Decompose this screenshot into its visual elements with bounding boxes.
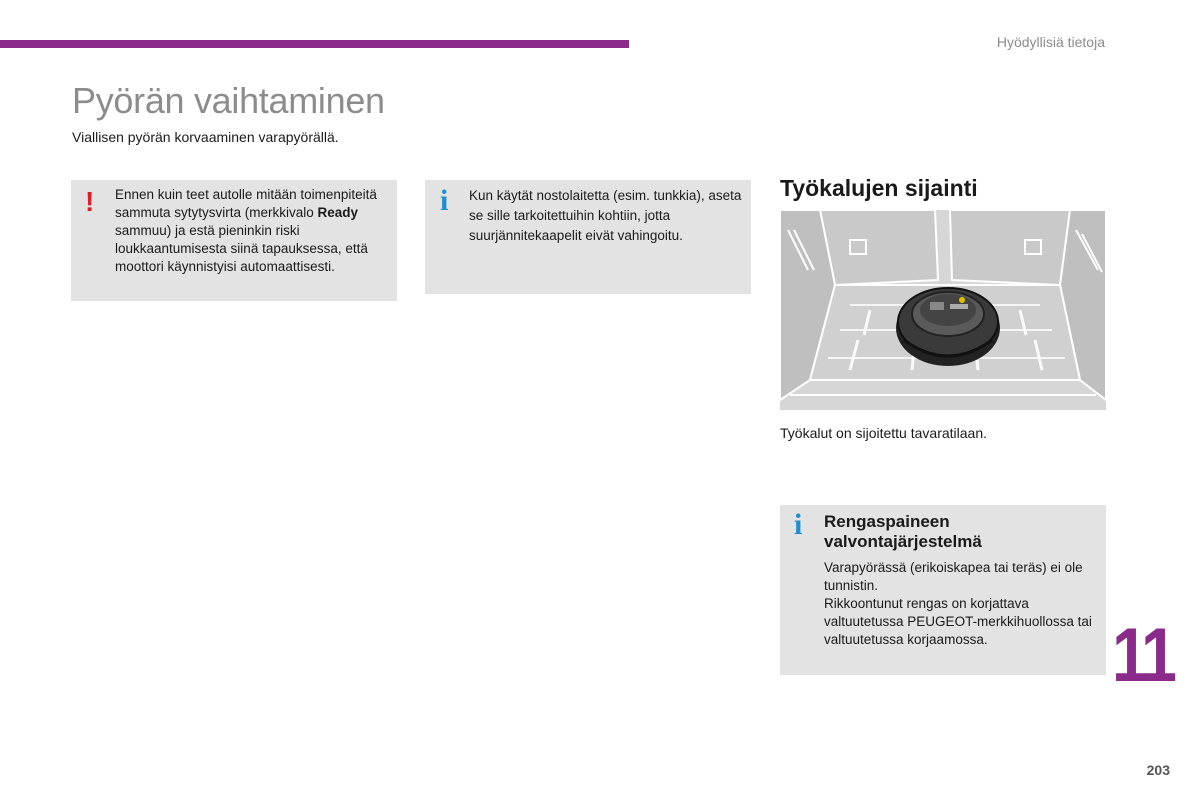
tpms-text xyxy=(824,559,1104,649)
header-accent-bar xyxy=(0,40,629,48)
tools-caption: Työkalut on sijoitettu tavaratilaan. xyxy=(780,425,988,441)
tpms-heading: Rengaspaineen valvontajärjestelmä xyxy=(824,512,982,551)
tpms-info-box xyxy=(780,505,1106,675)
trunk-spare-wheel-illustration xyxy=(780,210,1106,410)
warning-text: Ennen kuin teet autolle mitään toimenpiteitä sammuta sytytysvirta (merkkivalo Ready sammuu) ja estä pieninkin riski loukkaantumisesta siinä tapauksessa, että moottori käynnistyisi automaattisesti. xyxy=(115,187,377,274)
warning-box xyxy=(71,180,397,301)
warning-exclamation-icon: ! xyxy=(85,186,95,217)
jack-info-text: Kun käytät nostolaitetta (esim. tunkkia), aseta se sille tarkoitettuihin kohtiin, jotta suurjännitekaapelit eivät vahingoitu. xyxy=(469,188,742,243)
info-icon: i xyxy=(440,184,449,217)
tpms-paragraph-1: Varapyörässä (erikoiskapea tai teräs) ei ole tunnistin. xyxy=(824,560,1083,593)
page-title: Pyörän vaihtaminen xyxy=(72,80,385,121)
page-number: 203 xyxy=(1146,762,1170,778)
page-subtitle: Viallisen pyörän korvaaminen varapyörällä. xyxy=(72,129,339,145)
jack-info-box xyxy=(425,180,751,294)
section-name: Hyödyllisiä tietoja xyxy=(996,34,1105,50)
tpms-paragraph-2: Rikkoontunut rengas on korjattava valtuutetussa PEUGEOT-merkkihuollossa tai valtuutetussa korjaamossa. xyxy=(824,596,1092,647)
info-icon: i xyxy=(794,508,803,541)
tools-location-heading: Työkalujen sijainti xyxy=(780,175,978,201)
ready-label: Ready xyxy=(317,205,359,220)
chapter-number: 11 xyxy=(1112,613,1174,698)
